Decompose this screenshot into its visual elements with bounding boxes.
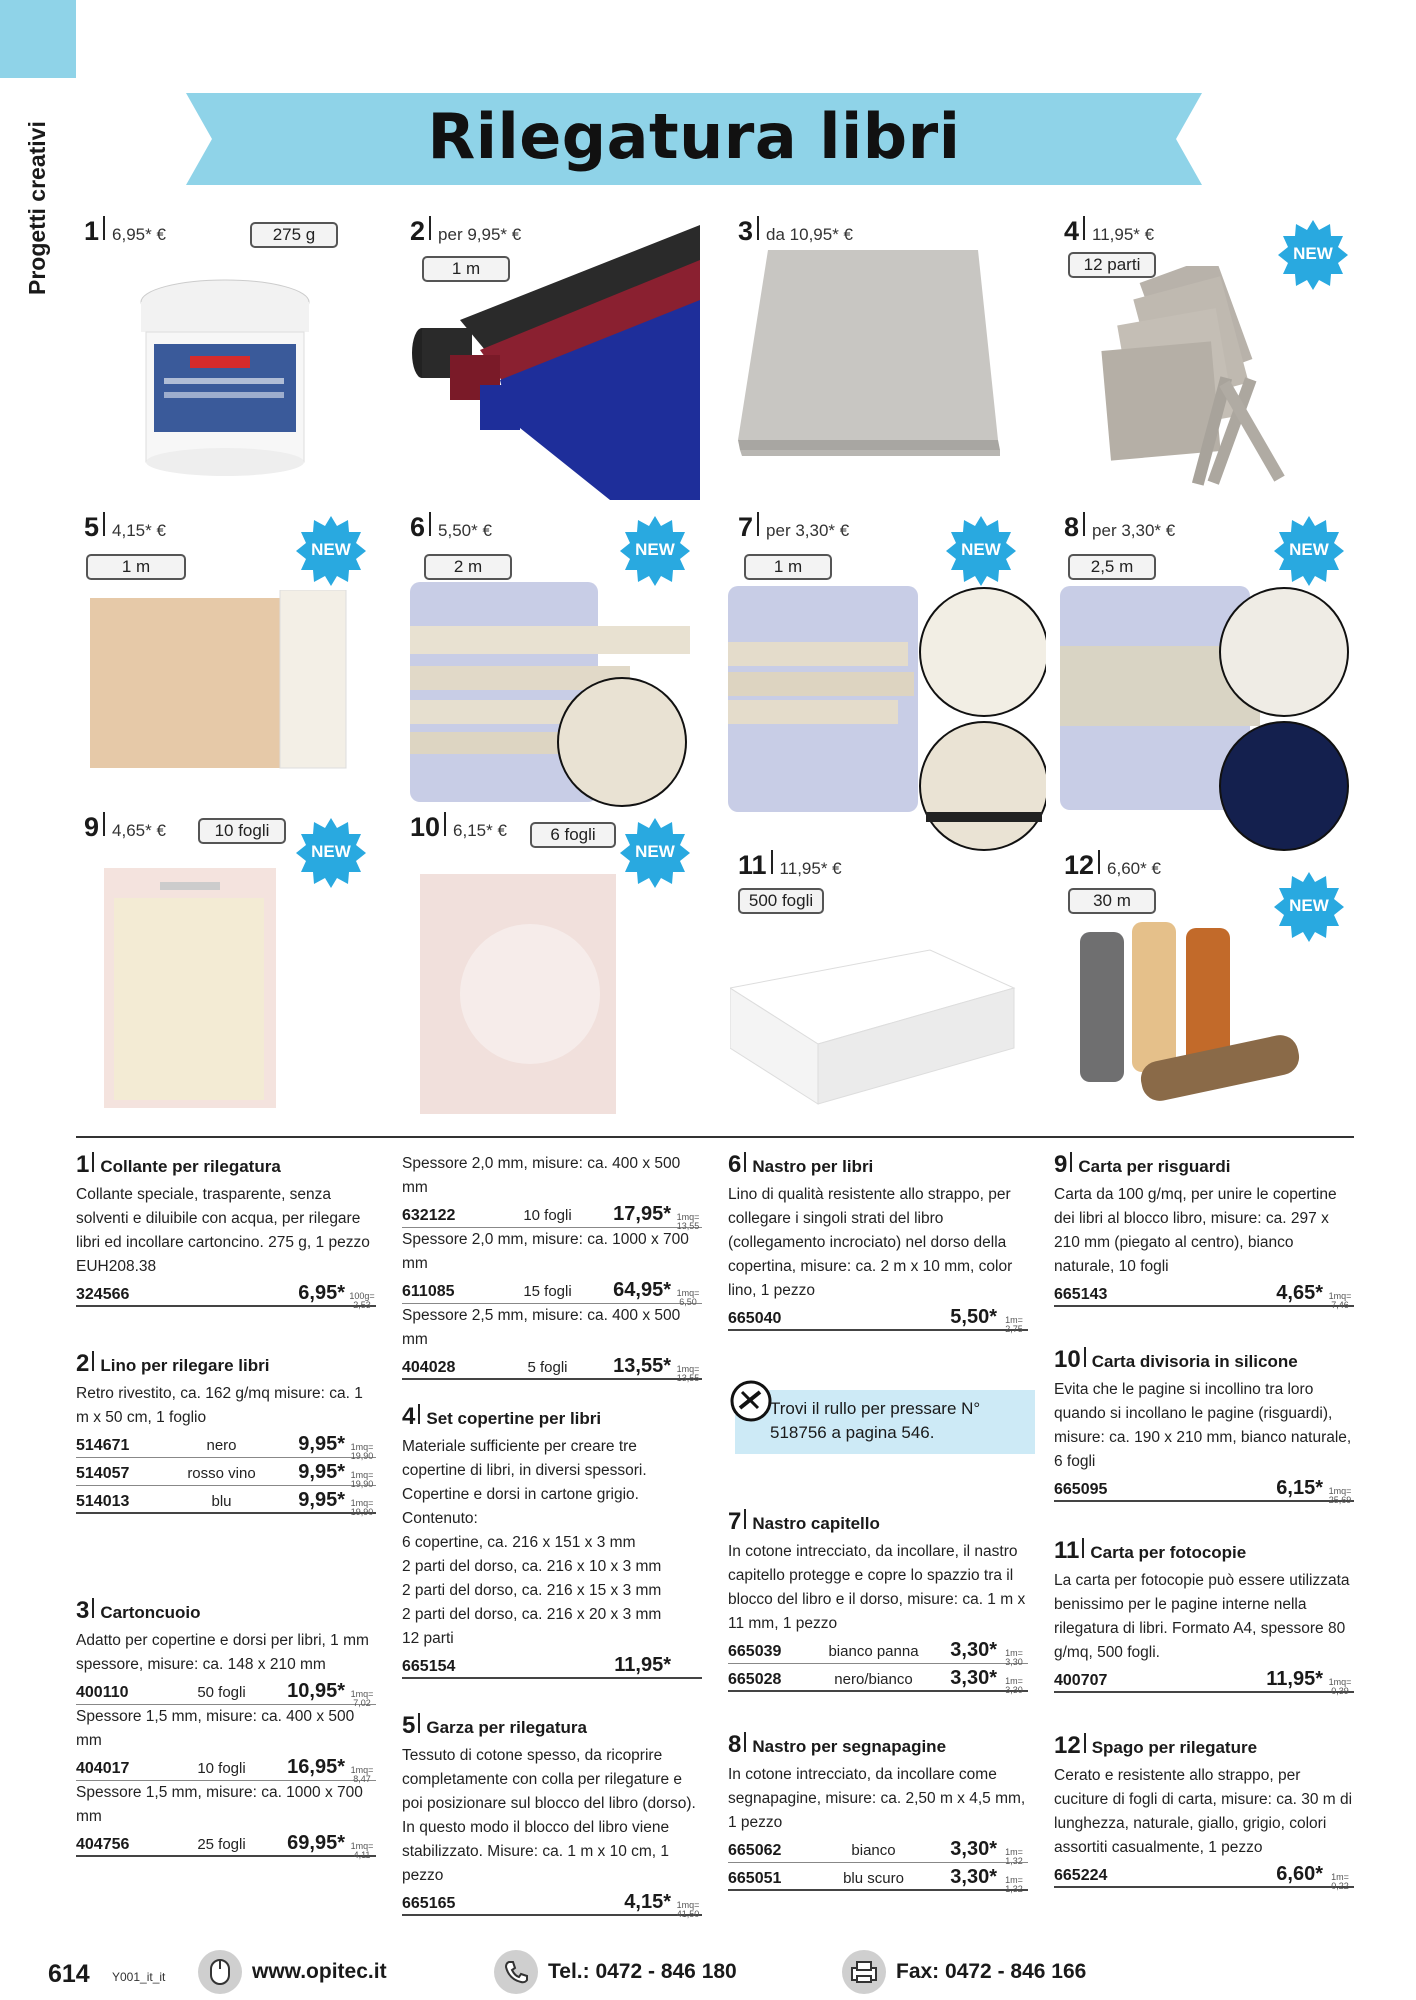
price: 16,95*: [287, 1756, 345, 1778]
order-row: [76, 1829, 376, 1860]
article-code: 665062: [728, 1842, 782, 1859]
unit-price: 1m= 3,30: [1005, 1676, 1023, 1695]
contents-label: Contenuto:: [402, 1510, 478, 1527]
tile-number: 11: [738, 850, 767, 880]
product-description: La carta per fotocopie può essere utilizzata benissimo per le pagine interne nella rilegatura di libri. Formato A4, spessore 80 g/mq, 500 fogli.: [1054, 1572, 1350, 1661]
price: 69,95*: [287, 1832, 345, 1854]
tile-pill: 500 fogli: [738, 888, 824, 914]
article-code: 514013: [76, 1493, 130, 1510]
price: 9,95*: [298, 1489, 345, 1511]
price: 64,95*: [613, 1279, 671, 1301]
glue-jar-image: [130, 274, 320, 484]
article-code: 324566: [76, 1286, 130, 1303]
product-3-block: [76, 1597, 376, 1860]
product-description: In cotone intrecciato, da incollare, il nastro capitello protegge e copre lo spazzio tra il blocco del libro e il dorso, misure: ca. 1 m x 11 mm, 1 pezzo: [728, 1543, 1026, 1632]
unit-price: 1mq= 7,02: [350, 1689, 374, 1708]
tile-number: 10: [410, 812, 441, 842]
product-title: Carta divisoria in silicone: [1091, 1352, 1298, 1371]
tile-pill: 12 parti: [1068, 252, 1156, 278]
variant: 15 fogli: [523, 1283, 572, 1300]
price: 3,30*: [950, 1639, 997, 1661]
tile-price: per 9,95* €: [438, 225, 522, 244]
contents-item: 6 copertine, ca. 216 x 151 x 3 mm: [402, 1534, 636, 1551]
product-description: Tessuto di cotone spesso, da ricoprire completamente con colla per rilegature e poi posizionare sul blocco del libro (dorso). In questo modo il blocco del libro viene stabilizzato. Misure: ca. 1 m x 10 cm, 1 pezzo: [402, 1747, 696, 1884]
contents-item: 2 parti del dorso, ca. 216 x 10 x 3 mm: [402, 1558, 662, 1575]
unit-price: 1mq= 6,50: [676, 1288, 700, 1307]
price: 6,95*: [298, 1282, 345, 1304]
unit-price: 1m= 0,22: [1331, 1872, 1349, 1891]
product-title: Garza per rilegatura: [426, 1718, 587, 1737]
corner-tab: [0, 0, 76, 78]
tile-pill: 275 g: [250, 222, 338, 248]
footer-phone-text: Tel.: 0472 - 846 180: [548, 1960, 737, 1983]
unit-price: 1mq= 8,47: [350, 1765, 374, 1784]
tile-number: 12: [1064, 850, 1095, 880]
tile-price: da 10,95* €: [766, 225, 853, 244]
new-badge: NEW: [296, 818, 366, 888]
variant: rosso vino: [187, 1465, 256, 1482]
unit-price: 100g= 2,53: [349, 1291, 375, 1310]
order-row: [402, 1352, 702, 1383]
price: 11,95*: [614, 1654, 671, 1676]
article-code: 665154: [402, 1658, 456, 1675]
price: 5,50*: [950, 1306, 997, 1328]
product-title: Spago per rilegature: [1091, 1738, 1258, 1757]
product-5-block: [402, 1712, 702, 1919]
product-description: Materiale sufficiente per creare tre copertine di libri, in diversi spessori. Copertine e dorsi in cartone grigio.: [402, 1438, 647, 1503]
order-row: [728, 1636, 1028, 1667]
phone-icon: [494, 1950, 538, 1994]
order-row: [1054, 1474, 1354, 1505]
variant: 50 fogli: [197, 1684, 246, 1701]
article-code: 404756: [76, 1836, 130, 1853]
tile-price: 6,60* €: [1107, 859, 1161, 878]
price: 6,15*: [1276, 1477, 1323, 1499]
product-10-block: [1054, 1346, 1354, 1505]
order-row: [76, 1753, 376, 1784]
column-3: [728, 1151, 1028, 1894]
footer-fax-text: Fax: 0472 - 846 166: [896, 1960, 1087, 1983]
price: 3,30*: [950, 1838, 997, 1860]
tile-number: 5: [84, 512, 100, 542]
product-7-block: [728, 1508, 1028, 1695]
article-code: 404017: [76, 1760, 130, 1777]
product-description: Lino di qualità resistente allo strappo, per collegare i singoli strati del libro (collegamento incrociato) nel dorso della copertina, misure: ca. 2 m x 10 mm, color lino, 1 pezzo: [728, 1186, 1013, 1299]
unit-price: 1mq= 25,69: [1328, 1486, 1352, 1505]
thread-spools-image: [1070, 918, 1310, 1118]
page-number: 614: [48, 1960, 90, 1988]
product-number: 5: [402, 1712, 416, 1739]
contents-item: 12 parti: [402, 1630, 454, 1647]
order-row: [76, 1486, 376, 1517]
order-row: [728, 1835, 1028, 1866]
new-badge: NEW: [1274, 872, 1344, 942]
new-badge: NEW: [620, 516, 690, 586]
tile-pill: 10 fogli: [198, 818, 286, 844]
product-6-block: [728, 1151, 1028, 1334]
cardboard-sheets-image: [728, 250, 1018, 480]
product-description: Adatto per copertine e dorsi per libri, 1 mm spessore, misure: ca. 148 x 210 mm: [76, 1632, 369, 1673]
variant-description: Spessore 1,5 mm, misure: ca. 400 x 500 mm: [76, 1708, 355, 1749]
article-code: 400707: [1054, 1672, 1108, 1689]
section-side-label: Progetti creativi: [24, 121, 50, 295]
unit-price: 1mq= 0,39: [1328, 1677, 1352, 1696]
product-title: Carta per risguardi: [1078, 1157, 1231, 1176]
product-9-block: [1054, 1151, 1354, 1310]
tile-price: 6,95* €: [112, 225, 166, 244]
unit-price: 1m= 1,32: [1005, 1875, 1023, 1894]
unit-price: 1m= 1,32: [1005, 1847, 1023, 1866]
price: 3,30*: [950, 1866, 997, 1888]
article-code: 400110: [76, 1684, 129, 1701]
unit-price: 1mq= 41,50: [676, 1900, 700, 1919]
variant: 5 fogli: [527, 1359, 568, 1376]
unit-price: 1m= 3,30: [1005, 1648, 1023, 1667]
product-4-block: [402, 1404, 702, 1679]
new-badge: NEW: [1274, 516, 1344, 586]
price: 4,15*: [624, 1891, 671, 1913]
product-title: Set copertine per libri: [426, 1409, 602, 1428]
fax-icon: [842, 1950, 886, 1994]
variant: blu: [211, 1493, 232, 1510]
product-number: 6: [728, 1151, 742, 1178]
article-code: 665040: [728, 1310, 782, 1327]
footer-web-text: www.opitec.it: [252, 1960, 387, 1983]
linen-rolls-image: [410, 220, 700, 500]
tile-pill: 1 m: [422, 256, 510, 282]
article-code: 665095: [1054, 1481, 1108, 1498]
tile-number: 6: [410, 512, 426, 542]
tile-pill: 2,5 m: [1068, 554, 1156, 580]
product-1-block: [76, 1151, 376, 1310]
product-number: 8: [728, 1731, 742, 1758]
tile-price: per 3,30* €: [766, 521, 850, 540]
silicone-paper-pack-image: [420, 874, 620, 1114]
unit-price: 1mq= 13,55: [676, 1364, 700, 1383]
endpaper-pack-image: [100, 868, 280, 1108]
product-number: 1: [76, 1151, 90, 1178]
order-row: [76, 1430, 376, 1461]
product-description: Carta da 100 g/mq, per unire le copertine dei libri al blocco libro, misure: ca. 297 x 210 mm (piegato al centro), bianco naturale, 10 fogli: [1054, 1186, 1337, 1275]
price: 6,60*: [1276, 1863, 1323, 1885]
product-number: 4: [402, 1403, 416, 1430]
price: 11,95*: [1266, 1668, 1323, 1690]
tile-number: 8: [1064, 512, 1080, 542]
order-row: [728, 1303, 1028, 1334]
unit-price: 1mq= 7,46: [1328, 1291, 1352, 1310]
order-row: [1054, 1860, 1354, 1891]
article-code: 514671: [76, 1437, 130, 1454]
press-roller-icon: [728, 1378, 774, 1424]
order-row: [728, 1863, 1028, 1894]
tile-price: 4,65* €: [112, 821, 166, 840]
tile-pill: 2 m: [424, 554, 512, 580]
unit-price: 1mq= 19,90: [350, 1498, 374, 1517]
tile-number: 4: [1064, 216, 1080, 246]
article-code: 665143: [1054, 1286, 1108, 1303]
product-number: 2: [76, 1350, 90, 1377]
footer-web-link[interactable]: [198, 1950, 387, 1994]
variant-description: Spessore 2,0 mm, misure: ca. 400 x 500 mm: [402, 1155, 681, 1196]
order-row: [402, 1651, 702, 1679]
product-description: Cerato e resistente allo strappo, per cuciture di fogli di carta, misure: ca. 30 m di lunghezza, naturale, giallo, grigio, colori assortiti casualmente, 1 pezzo: [1054, 1767, 1353, 1856]
product-description: Retro rivestito, ca. 162 g/mq misure: ca. 1 m x 50 cm, 1 foglio: [76, 1385, 363, 1426]
tile-pill: 1 m: [744, 554, 832, 580]
variant: 10 fogli: [523, 1207, 572, 1224]
variant: bianco panna: [828, 1643, 919, 1660]
product-2-block: [76, 1350, 376, 1517]
book-ribbon-image: [410, 582, 700, 812]
variant: 10 fogli: [197, 1760, 246, 1777]
tile-number: 2: [410, 216, 426, 246]
product-number: 12: [1054, 1732, 1081, 1759]
section-divider: [76, 1136, 1354, 1138]
product-title: Nastro per libri: [752, 1157, 874, 1176]
variant: bianco: [851, 1842, 896, 1859]
product-number: 11: [1054, 1537, 1080, 1564]
column-2: [402, 1152, 702, 1919]
product-number: 9: [1054, 1151, 1068, 1178]
article-code: 611085: [402, 1283, 455, 1300]
product-3-continued-block: [402, 1152, 702, 1383]
hazard-code: EUH208.38: [76, 1258, 157, 1275]
page-title: Rilegatura libri: [427, 100, 961, 173]
tile-number: 3: [738, 216, 754, 246]
mouse-icon: [198, 1950, 242, 1994]
variant-description: Spessore 1,5 mm, misure: ca. 1000 x 700 mm: [76, 1784, 363, 1825]
new-badge: NEW: [296, 516, 366, 586]
tile-pill: 30 m: [1068, 888, 1156, 914]
price: 9,95*: [298, 1461, 345, 1483]
price: 4,65*: [1276, 1282, 1323, 1304]
product-number: 3: [76, 1597, 90, 1624]
unit-price: 1mq= 4,11: [350, 1841, 374, 1860]
price: 17,95*: [613, 1203, 671, 1225]
product-number: 10: [1054, 1346, 1081, 1373]
tile-price: 4,15* €: [112, 521, 166, 540]
product-8-block: [728, 1731, 1028, 1894]
footer-fax-link[interactable]: [842, 1950, 1086, 1994]
variant: nero/bianco: [834, 1671, 913, 1688]
variant-description: Spessore 2,0 mm, misure: ca. 1000 x 700 mm: [402, 1231, 689, 1272]
order-row: [402, 1200, 702, 1231]
order-row: [728, 1664, 1028, 1695]
product-title: Nastro capitello: [752, 1514, 880, 1533]
tile-price: per 3,30* €: [1092, 521, 1176, 540]
tile-number: 7: [738, 512, 754, 542]
article-code: 665039: [728, 1643, 782, 1660]
contents-item: 2 parti del dorso, ca. 216 x 20 x 3 mm: [402, 1606, 662, 1623]
tile-price: 6,15* €: [453, 821, 507, 840]
bookmark-ribbon-image: [1060, 586, 1360, 856]
new-badge: NEW: [620, 818, 690, 888]
unit-price: 1mq= 19,90: [350, 1442, 374, 1461]
variant: 25 fogli: [197, 1836, 246, 1853]
order-row: [76, 1677, 376, 1708]
order-row: [402, 1276, 702, 1307]
price: 3,30*: [950, 1667, 997, 1689]
variant: nero: [206, 1437, 237, 1454]
info-box-text: Trovi il rullo per pressare N° 518756 a pagina 546.: [770, 1399, 981, 1442]
headband-tape-image: [726, 586, 1046, 856]
article-code: 632122: [402, 1207, 456, 1224]
column-4: [1054, 1151, 1354, 1891]
tile-number: 9: [84, 812, 100, 842]
book-cover-set-image: [1066, 266, 1366, 506]
product-description: Collante speciale, trasparente, senza solventi e diluibile con acqua, per rilegare libri ed incollare cartoncino. 275 g, 1 pezzo: [76, 1186, 370, 1251]
product-11-block: [1054, 1537, 1354, 1696]
tile-price: 5,50* €: [438, 521, 492, 540]
footer-phone-link[interactable]: [494, 1950, 737, 1994]
tile-price: 11,95* €: [779, 859, 842, 878]
variant: blu scuro: [843, 1870, 904, 1887]
product-title: Collante per rilegatura: [100, 1157, 281, 1176]
variant-description: Spessore 2,5 mm, misure: ca. 400 x 500 mm: [402, 1307, 681, 1348]
new-badge: NEW: [946, 516, 1016, 586]
tile-price: 11,95* €: [1092, 225, 1155, 244]
unit-price: 1mq= 13,55: [676, 1212, 700, 1231]
product-12-block: [1054, 1732, 1354, 1891]
article-code: 665051: [728, 1870, 782, 1887]
product-description: In cotone intrecciato, da incollare come segnapagine, misure: ca. 2,50 m x 4,5 mm, 1 pezzo: [728, 1766, 1026, 1831]
order-row: [402, 1888, 702, 1919]
product-title: Carta per fotocopie: [1090, 1543, 1247, 1562]
price: 10,95*: [287, 1680, 345, 1702]
order-row: [76, 1279, 376, 1310]
article-code: 665028: [728, 1671, 782, 1688]
contents-item: 2 parti del dorso, ca. 216 x 15 x 3 mm: [402, 1582, 662, 1599]
product-number: 7: [728, 1508, 742, 1535]
article-code: 514057: [76, 1465, 130, 1482]
order-row: [1054, 1279, 1354, 1310]
price: 13,55*: [613, 1355, 671, 1377]
article-code: 665165: [402, 1895, 456, 1912]
tile-pill: 1 m: [86, 554, 186, 580]
unit-price: 1mq= 19,90: [350, 1470, 374, 1489]
article-code: 665224: [1054, 1867, 1108, 1884]
tile-pill: 6 fogli: [530, 822, 616, 848]
copy-paper-image: [730, 948, 1020, 1118]
product-title: Cartoncuoio: [100, 1603, 201, 1622]
product-description: Evita che le pagine si incollino tra loro quando si incollano le pagine (risguardi), misure: ca. 190 x 210 mm, bianco naturale, 6 fogli: [1054, 1381, 1352, 1470]
product-title: Nastro per segnapagine: [752, 1737, 947, 1756]
product-title: Lino per rilegare libri: [100, 1356, 270, 1375]
tile-number: 1: [84, 216, 100, 246]
order-row: [1054, 1665, 1354, 1696]
column-1: [76, 1151, 376, 1860]
article-code: 404028: [402, 1359, 456, 1376]
order-row: [76, 1458, 376, 1489]
unit-price: 1m= 2,75: [1005, 1315, 1023, 1334]
new-badge: NEW: [1278, 220, 1348, 290]
page-code: Y001_it_it: [112, 1970, 166, 1984]
gauze-image: [90, 590, 350, 770]
price: 9,95*: [298, 1433, 345, 1455]
